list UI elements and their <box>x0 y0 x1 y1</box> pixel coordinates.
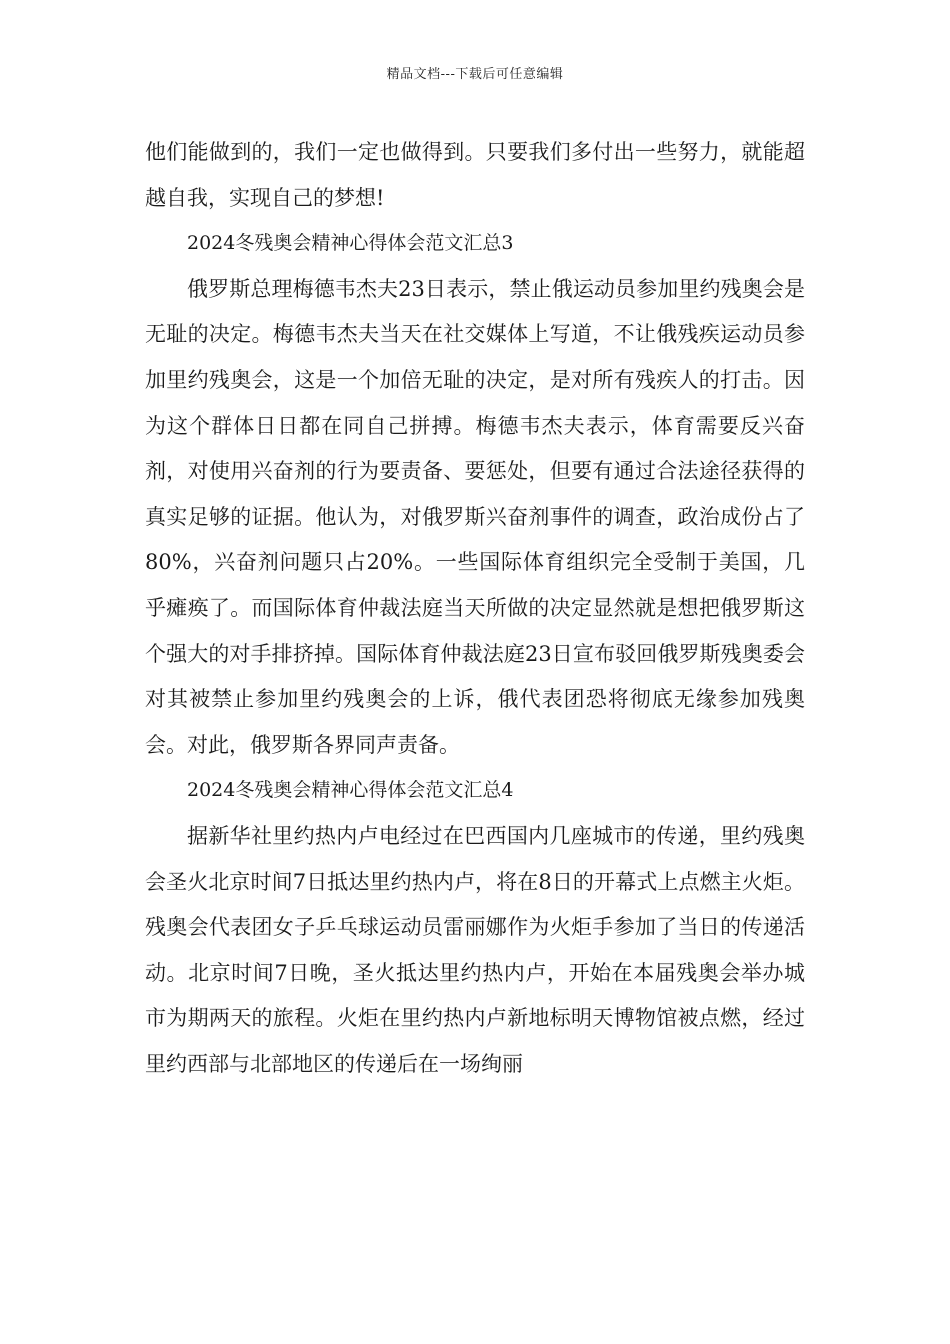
section-4-title: 2024冬残奥会精神心得体会范文汇总4 <box>187 779 514 802</box>
document-body <box>145 130 805 1087</box>
section-3-paragraph: 俄罗斯总理梅德韦杰夫23日表示，禁止俄运动员参加里约残奥会是无耻的决定。梅德韦杰夫当天在社交媒体上写道，不让俄残疾运动员参加里约残奥会，这是一个加倍无耻的决定，是对所有残疾人的打击。因为这个群体日日都在同自己拼搏。梅德韦杰夫表示，体育需要反兴奋剂，对使用兴奋剂的行为要责备、要惩处，但要有通过合法途径获得的真实足够的证据。他认为，对俄罗斯兴奋剂事件的调查，政治成份占了80%，兴奋剂问题只占20%。一些国际体育组织完全受制于美国，几乎瘫痪了。而国际体育仲裁法庭当天所做的决定显然就是想把俄罗斯这个强大的对手排挤掉。国际体育仲裁法庭23日宣布驳回俄罗斯残奥委会对其被禁止参加里约残奥会的上诉，俄代表团恐将彻底无缘参加残奥会。对此，俄罗斯各界同声责备。 <box>145 276 805 757</box>
page-header: 精品文档---下载后可任意编辑 <box>386 67 564 82</box>
intro-paragraph: 他们能做到的，我们一定也做得到。只要我们多付出一些努力，就能超越自我，实现自己的梦想! <box>145 140 805 210</box>
section-4-paragraph: 据新华社里约热内卢电经过在巴西国内几座城市的传递，里约残奥会圣火北京时间7日抵达里约热内卢，将在8日的开幕式上点燃主火炬。残奥会代表团女子乒乓球运动员雷丽娜作为火炬手参加了当日的传递活动。北京时间7日晚，圣火抵达里约热内卢，开始在本届残奥会举办城市为期两天的旅程。火炬在里约热内卢新地标明天博物馆被点燃，经过里约西部与北部地区的传递后在一场绚丽 <box>145 823 805 1076</box>
section-3-title: 2024冬残奥会精神心得体会范文汇总3 <box>187 232 514 255</box>
